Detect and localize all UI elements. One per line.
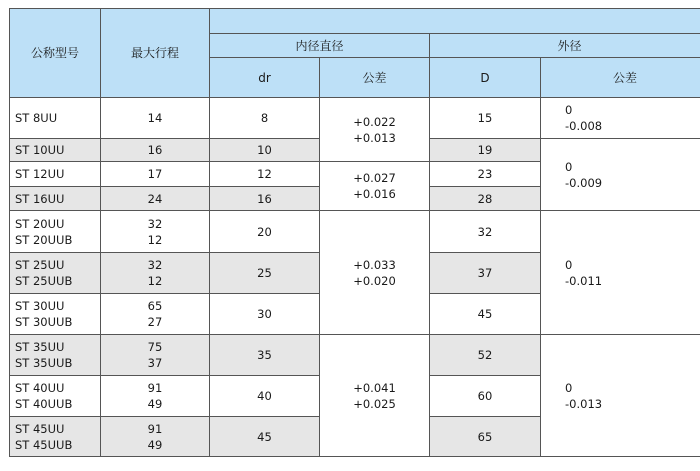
model-code: ST 10UU bbox=[15, 143, 65, 157]
dr-cell: 45 bbox=[210, 417, 320, 457]
inner-tolerance-cell bbox=[320, 211, 430, 335]
stroke-value: 91 bbox=[147, 381, 163, 395]
stroke-value: 49 bbox=[147, 397, 163, 411]
stroke-value: 91 bbox=[147, 421, 163, 436]
outer-tolerance-lower: -0.013 bbox=[565, 396, 603, 411]
header-D: D bbox=[430, 58, 541, 98]
outer-tolerance-upper: 0 bbox=[565, 159, 573, 174]
stroke-value: 27 bbox=[147, 315, 163, 329]
header-model: 公称型号 bbox=[10, 9, 101, 98]
model-code: ST 45UU bbox=[15, 421, 65, 436]
model-cell bbox=[10, 335, 101, 376]
stroke-cell bbox=[101, 417, 210, 457]
stroke-cell bbox=[101, 376, 210, 417]
dr-cell: 20 bbox=[210, 211, 320, 253]
dr-cell: 30 bbox=[210, 294, 320, 335]
header-max-stroke: 最大行程 bbox=[101, 9, 210, 98]
D-cell: 60 bbox=[430, 376, 541, 417]
stroke-value: 24 bbox=[147, 191, 163, 206]
table-row bbox=[10, 98, 700, 139]
model-cell bbox=[10, 253, 101, 294]
inner-tolerance-lower: +0.016 bbox=[353, 187, 396, 201]
dr-cell: 35 bbox=[210, 335, 320, 376]
stroke-value: 32 bbox=[147, 216, 163, 231]
model-code: ST 20UUB bbox=[15, 232, 73, 247]
outer-tolerance-upper: 0 bbox=[565, 380, 573, 395]
model-code: ST 30UUB bbox=[15, 315, 73, 329]
inner-tolerance-upper: +0.033 bbox=[353, 257, 396, 272]
header-dr: dr bbox=[210, 58, 320, 98]
inner-tolerance-upper: +0.027 bbox=[353, 171, 396, 185]
outer-tolerance-cell bbox=[541, 98, 700, 139]
model-code: ST 40UU bbox=[15, 381, 65, 395]
table-row bbox=[10, 335, 700, 376]
stroke-cell bbox=[101, 187, 210, 211]
dr-cell: 10 bbox=[210, 139, 320, 162]
model-cell bbox=[10, 98, 101, 139]
inner-tolerance-cell bbox=[320, 162, 430, 211]
dr-cell: 12 bbox=[210, 162, 320, 187]
D-cell: 37 bbox=[430, 253, 541, 294]
D-cell: 28 bbox=[430, 187, 541, 211]
outer-tolerance-cell bbox=[541, 139, 700, 211]
inner-tolerance-cell bbox=[320, 98, 430, 162]
header-inner-diameter: 内径直径 bbox=[210, 34, 430, 58]
spec-table bbox=[9, 8, 700, 457]
stroke-cell bbox=[101, 211, 210, 253]
stroke-cell bbox=[101, 98, 210, 139]
stroke-cell bbox=[101, 253, 210, 294]
outer-tolerance-lower: -0.008 bbox=[565, 119, 603, 133]
D-cell: 45 bbox=[430, 294, 541, 335]
model-cell bbox=[10, 162, 101, 187]
model-code: ST 8UU bbox=[15, 111, 58, 125]
D-cell: 19 bbox=[430, 139, 541, 162]
inner-tolerance-lower: +0.025 bbox=[353, 396, 396, 411]
outer-tolerance-lower: -0.009 bbox=[565, 175, 603, 190]
model-code: ST 45UUB bbox=[15, 437, 73, 452]
model-cell bbox=[10, 417, 101, 457]
stroke-value: 49 bbox=[147, 437, 163, 452]
stroke-cell bbox=[101, 335, 210, 376]
dr-cell: 8 bbox=[210, 98, 320, 139]
model-code: ST 12UU bbox=[15, 167, 65, 181]
dr-cell: 25 bbox=[210, 253, 320, 294]
D-cell: 15 bbox=[430, 98, 541, 139]
header-top-band bbox=[210, 9, 700, 34]
model-code: ST 16UU bbox=[15, 191, 65, 206]
model-cell bbox=[10, 211, 101, 253]
D-cell: 65 bbox=[430, 417, 541, 457]
D-cell: 32 bbox=[430, 211, 541, 253]
model-code: ST 25UUB bbox=[15, 274, 73, 288]
D-cell: 23 bbox=[430, 162, 541, 187]
outer-tolerance-cell bbox=[541, 211, 700, 335]
inner-tolerance-upper: +0.022 bbox=[353, 114, 396, 129]
stroke-value: 12 bbox=[147, 274, 163, 288]
header-outer-diameter: 外径 bbox=[430, 34, 700, 58]
stroke-value: 32 bbox=[147, 258, 163, 272]
model-cell bbox=[10, 139, 101, 162]
model-code: ST 25UU bbox=[15, 258, 65, 272]
stroke-value: 14 bbox=[147, 111, 163, 125]
header-outer-tolerance: 公差 bbox=[541, 58, 700, 98]
stroke-value: 16 bbox=[147, 143, 163, 157]
stroke-cell bbox=[101, 294, 210, 335]
stroke-value: 65 bbox=[147, 299, 163, 313]
model-cell bbox=[10, 376, 101, 417]
model-code: ST 40UUB bbox=[15, 397, 73, 411]
outer-tolerance-upper: 0 bbox=[565, 257, 573, 272]
model-cell bbox=[10, 294, 101, 335]
inner-tolerance-cell bbox=[320, 335, 430, 457]
model-code: ST 20UU bbox=[15, 216, 65, 231]
dr-cell: 40 bbox=[210, 376, 320, 417]
outer-tolerance-lower: -0.011 bbox=[565, 273, 603, 288]
stroke-cell bbox=[101, 162, 210, 187]
stroke-value: 37 bbox=[147, 356, 163, 370]
outer-tolerance-cell bbox=[541, 335, 700, 457]
table-row bbox=[10, 211, 700, 253]
outer-tolerance-upper: 0 bbox=[565, 103, 573, 117]
inner-tolerance-lower: +0.013 bbox=[353, 130, 396, 145]
model-code: ST 35UU bbox=[15, 340, 65, 354]
dr-cell: 16 bbox=[210, 187, 320, 211]
inner-tolerance-lower: +0.020 bbox=[353, 273, 396, 288]
model-code: ST 35UUB bbox=[15, 356, 73, 370]
stroke-cell bbox=[101, 139, 210, 162]
inner-tolerance-upper: +0.041 bbox=[353, 380, 396, 395]
model-cell bbox=[10, 187, 101, 211]
D-cell: 52 bbox=[430, 335, 541, 376]
header-inner-tolerance: 公差 bbox=[320, 58, 430, 98]
model-code: ST 30UU bbox=[15, 299, 65, 313]
stroke-value: 12 bbox=[147, 232, 163, 247]
stroke-value: 75 bbox=[147, 340, 163, 354]
stroke-value: 17 bbox=[147, 167, 163, 181]
